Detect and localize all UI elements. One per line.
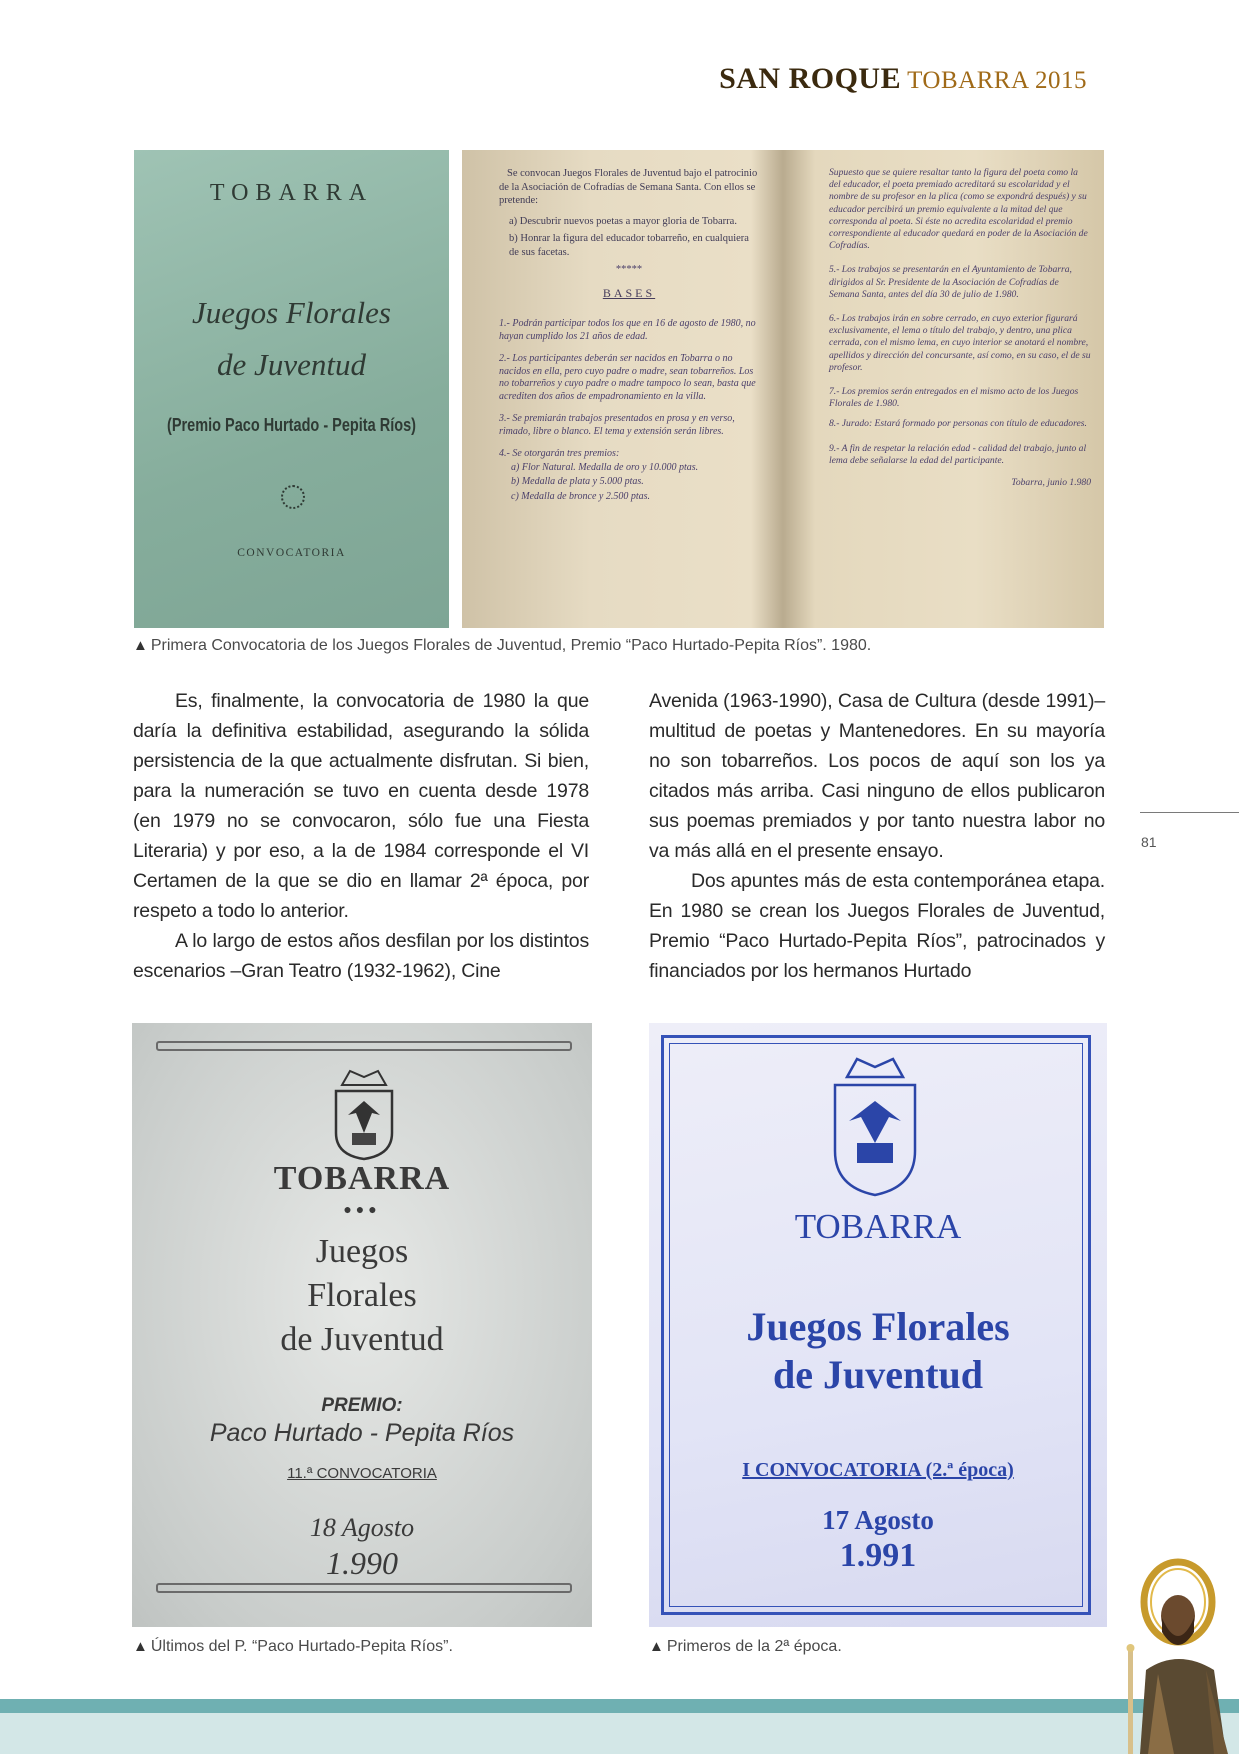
caption-top	[133, 637, 871, 655]
left-paragraph-1: Es, finalmente, la convocatoria de 1980 la que daría la definitiva estabilidad, asegurando la sólida persistencia de la que actualmente disfrutan. Si bien, para la numeración se tuvo en cuenta desde 1978 (en 1979 no se convocaron, sólo fue una Fiesta Literaria) y por eso, a la de 1984 corresponde el VI Certamen de la que se dio en llamar 2ª época, por respeto a todo lo anterior.	[133, 690, 589, 922]
bases-aim-a: a) Descubrir nuevos poetas a mayor gloria de Tobarra.	[509, 215, 737, 227]
border-bottom	[156, 1583, 572, 1593]
cover-town: TOBARRA	[209, 180, 374, 206]
bases-item-1: 1.- Podrán participar todos los que en 16 de agosto de 1980, no hayan cumplido los 21 años de edad.	[499, 318, 756, 342]
page-number-rule	[1140, 812, 1239, 813]
cover-footer: CONVOCATORIA	[237, 547, 346, 559]
bases-item-9: 9.- A fin de respetar la relación edad - calidad del trabajo, junto al lema debe señalarse la edad del participante.	[829, 442, 1087, 466]
bases-item-5: 5.- Los trabajos se presentarán en el Ayuntamiento de Tobarra, dirigidos al Sr. Presidente de la Asociación de Cofradías de Semana Santa, antes del día 30 de julio de 1.980.	[829, 264, 1072, 300]
bases-item-8: 8.- Jurado: Estará formado por personas con título de educadores.	[829, 418, 1087, 430]
caption-top-text: Primera Convocatoria de los Juegos Florales de Juventud, Premio “Paco Hurtado-Pepita Ríos”. 1980.	[150, 637, 872, 654]
cover-ornament	[281, 485, 305, 509]
gray-title-3: de Juventud	[280, 1321, 444, 1358]
bases-prize-a: a) Flor Natural. Medalla de oro y 10.000 ptas.	[511, 461, 699, 473]
bases-right-intro: Supuesto que se quiere resaltar tanto la figura del poeta como la del educador, el poeta premiado acreditará su escolaridad y el nombre de su profesor en la plica (como se expondrá después) y su educador percibirá un premio equivalente a la mitad del que corresponda al poeta. Si éste no acredita escolaridad el premio correspondiente al educador quedará en poder de la Asociación de Cofradías.	[829, 167, 1088, 252]
bases-item-4: 4.- Se otorgarán tres premios:	[499, 448, 620, 459]
bases-item-3: 3.- Se premiarán trabajos presentados en prosa y en verso, rimado, libre o blanco. El tema y extensión serán libres.	[499, 413, 735, 437]
page-number: 81	[1141, 834, 1157, 850]
caption-bottom-left	[133, 1638, 453, 1656]
bases-right-page	[829, 167, 1091, 489]
footer-band	[0, 1699, 1239, 1713]
gray-prize-label: PREMIO:	[321, 1395, 403, 1416]
gray-year: 1.990	[326, 1545, 398, 1581]
bases-heading: BASES	[602, 285, 656, 300]
caption-marker-icon: ▲	[133, 1638, 148, 1655]
bases-item-7: 7.- Los premios serán entregados en el mismo acto de los Juegos Florales de 1.980.	[829, 386, 1079, 410]
photo-cover-1980	[134, 150, 449, 628]
blue-town: TOBARRA	[794, 1207, 962, 1246]
page-header	[719, 62, 1087, 96]
caption-bottom-left-text: Últimos del P. “Paco Hurtado-Pepita Ríos”.	[150, 1638, 453, 1655]
blue-convocatoria: I CONVOCATORIA (2.ª época)	[742, 1459, 1014, 1481]
caption-marker-icon: ▲	[133, 637, 148, 654]
right-paragraph-2: Dos apuntes más de esta contemporánea etapa. En 1980 se crean los Juegos Florales de Juventud, Premio “Paco Hurtado-Pepita Ríos”, patrocinados y financiados por los hermanos Hurtado	[649, 870, 1105, 982]
gray-prize-names: Paco Hurtado - Pepita Ríos	[209, 1419, 515, 1447]
gray-convocatoria: 11.ª CONVOCATORIA	[287, 1465, 437, 1482]
border-top	[156, 1041, 572, 1051]
blue-date: 17 Agosto	[822, 1505, 934, 1535]
text-column-right	[649, 686, 1105, 986]
cover-title-line2: de Juventud	[217, 347, 366, 382]
gray-title-1: Juegos	[315, 1233, 409, 1270]
photo-cover-1990	[132, 1023, 592, 1627]
cover-prize: (Premio Paco Hurtado - Pepita Ríos)	[167, 415, 416, 437]
bases-signature: Tobarra, junio 1.980	[1011, 477, 1091, 489]
bases-item-6: 6.- Los trabajos irán en sobre cerrado, en cuyo exterior figurará exclusivamente, el lema o título del trabajo, y dentro, una plica cerrada, con el mismo lema, en cuyo interior se anotará el nombre, apellidos y dirección del concursante, así como, en su caso, el de su profesor.	[829, 313, 1091, 373]
left-paragraph-2: A lo largo de estos años desfilan por los distintos escenarios –Gran Teatro (1932-1962), Cine	[133, 930, 589, 982]
bases-stars: *****	[615, 264, 643, 275]
bases-item-2: 2.- Los participantes deberán ser nacidos en Tobarra o no nacidos en ella, pero cuyo padre o madre, sean tobarreños. Los no tobarreños y cuyo padre o madre tampoco lo sean, basta que acrediten dos años de empadronamiento en la villa.	[499, 353, 756, 402]
text-column-left	[133, 686, 589, 986]
caption-marker-icon: ▲	[649, 1638, 664, 1655]
bases-left-page	[499, 167, 759, 504]
header-title: SAN ROQUE	[719, 62, 902, 95]
bases-prize-c: c) Medalla de bronce y 2.500 ptas.	[511, 490, 651, 502]
right-paragraph-1: Avenida (1963-1990), Casa de Cultura (desde 1991)– multitud de poetas y Mantenedores. En su mayoría no son tobarreños. Los pocos de aquí son los ya citados más arriba. Casi ninguno de ellos publicaron sus poemas premiados y por tanto nuestra labor no va más allá en el presente ensayo.	[649, 690, 1105, 862]
saint-statue-image	[1118, 1554, 1239, 1754]
cover-title-line1: Juegos Florales	[192, 295, 391, 330]
gray-dots: ●●●	[343, 1203, 381, 1218]
coat-of-arms-icon	[328, 1063, 400, 1161]
caption-bottom-right	[649, 1638, 842, 1656]
gray-town: TOBARRA	[273, 1160, 451, 1197]
gray-date: 18 Agosto	[309, 1513, 415, 1542]
blue-year: 1.991	[839, 1537, 917, 1574]
photo-bases-1980	[462, 150, 1104, 628]
coat-of-arms-icon	[823, 1051, 927, 1199]
header-subtitle: TOBARRA 2015	[907, 67, 1087, 94]
footer-band-light	[0, 1713, 1239, 1754]
bases-intro: Se convocan Juegos Florales de Juventud bajo el patrocinio de la Asociación de Cofradías de Semana Santa. Con ellos se pretende:	[499, 168, 758, 206]
caption-bottom-right-text: Primeros de la 2ª época.	[666, 1638, 842, 1655]
bases-prize-b: b) Medalla de plata y 5.000 ptas.	[511, 476, 644, 487]
bases-aim-b: b) Honrar la figura del educador tobarreño, en cualquiera de sus facetas.	[509, 233, 749, 258]
blue-title-2: de Juventud	[772, 1352, 984, 1397]
gray-title-2: Florales	[307, 1277, 417, 1314]
blue-title-1: Juegos Florales	[746, 1304, 1010, 1349]
photo-cover-1991	[649, 1023, 1107, 1627]
